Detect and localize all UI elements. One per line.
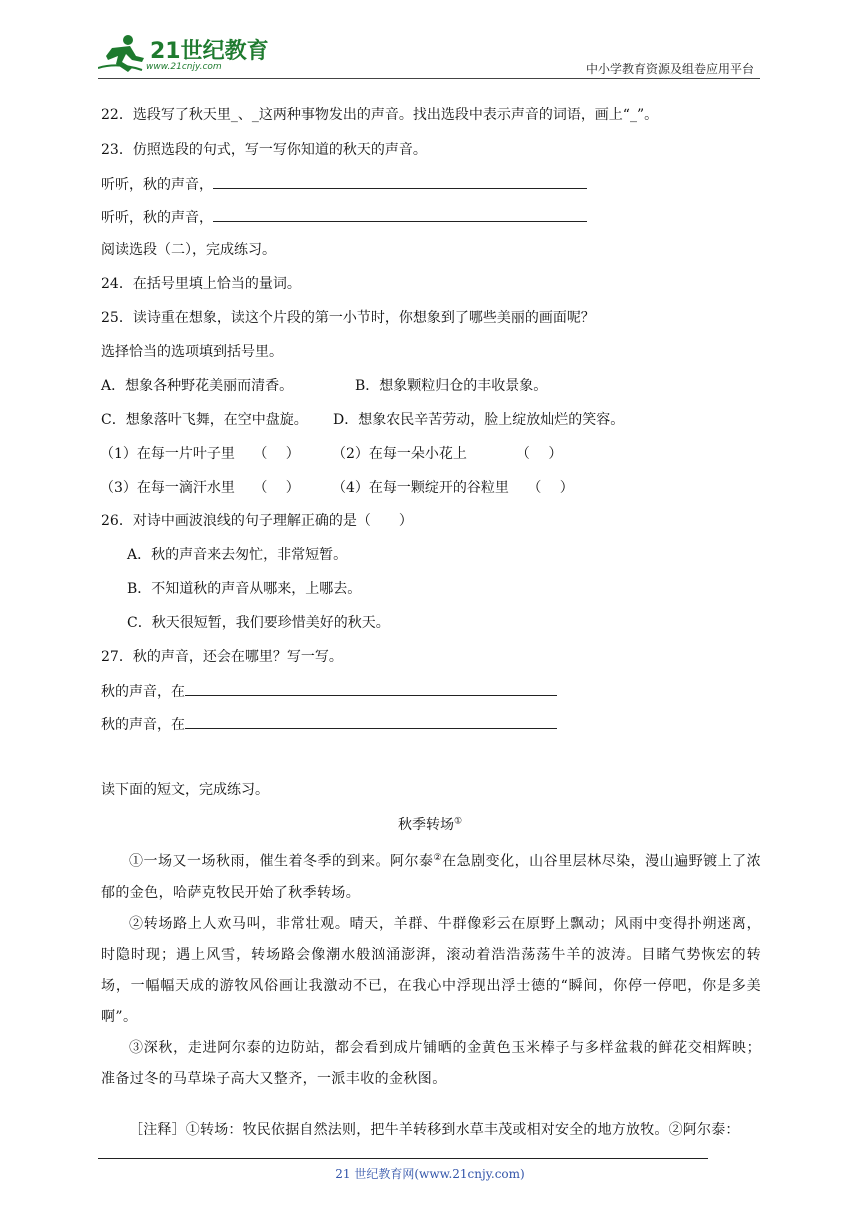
answer-prompt: 听听，秋的声音，: [101, 210, 213, 226]
answer-blank[interactable]: [213, 174, 587, 189]
logo: [98, 34, 298, 78]
runner-logo-icon: [98, 34, 146, 74]
note-text: ［注释］①转场：牧民依据自然法则，把牛羊转移到水草丰茂或相对安全的地方放牧。②阿尔泰：: [129, 1122, 740, 1138]
question-24: 24．在括号里填上恰当的量词。: [101, 276, 301, 292]
passage-title: [0, 814, 860, 834]
answer-line: [101, 207, 587, 228]
sub-question[interactable]: （2）在每一朵小花上 （ ）: [332, 446, 563, 462]
paragraph: [101, 843, 761, 909]
paragraph: ③深秋，走进阿尔泰的边防站，都会看到成片铺晒的金黄色玉米棒子与多样盆栽的鲜花交相辉映；准备过冬的马草垛子高大又整齐，一派丰收的金秋图。: [101, 1039, 761, 1087]
option-c[interactable]: C．秋天很短暂，我们要珍惜美好的秋天。: [127, 615, 390, 631]
answer-line: [101, 714, 557, 735]
page-header: [98, 30, 760, 80]
option-c: C．想象落叶飞舞，在空中盘旋。: [101, 412, 308, 428]
passage-title-text: 秋季转场: [397, 817, 454, 833]
question-22: 22．选段写了秋天里_、_这两种事物发出的声音。找出选段中表示声音的词语，画上“_”。: [101, 107, 659, 123]
answer-blank[interactable]: [185, 714, 557, 729]
footnote-mark: ②: [433, 853, 443, 863]
answer-prompt: 听听，秋的声音，: [101, 177, 213, 193]
question-25: 25．读诗重在想象，读这个片段的第一小节时，你想象到了哪些美丽的画面呢？: [101, 310, 595, 326]
passage-body: [101, 843, 761, 1095]
sub-question[interactable]: （4）在每一颗绽开的谷粒里 （ ）: [332, 480, 574, 496]
page-footer: 21 世纪教育网(www.21cnjy.com): [335, 1167, 525, 1181]
paragraph: ②转场路上人欢马叫，非常壮观。晴天，羊群、牛群像彩云在原野上飘动；风雨中变得扑朔迷离，时隐时现；遇上风雪，转场路会像潮水般汹涌澎湃，滚动着浩浩荡荡牛羊的波涛。目睹气势恢宏的转场，一幅幅天成的游牧风俗画让我激动不已，在我心中浮现出浮士德的“瞬间，你停一停吧，你是多美啊”。: [101, 915, 761, 1025]
answer-line: [101, 174, 587, 195]
question-27: 27．秋的声音，还会在哪里？写一写。: [101, 649, 343, 665]
platform-name: 中小学教育资源及组卷应用平台: [585, 62, 754, 76]
answer-line: [101, 681, 557, 702]
logo-text: 21世纪教育: [150, 39, 269, 64]
answer-prompt: 秋的声音，在: [101, 684, 185, 700]
option-b[interactable]: B．不知道秋的声音从哪来，上哪去。: [127, 581, 362, 597]
footer-divider: [98, 1158, 708, 1159]
answer-prompt: 秋的声音，在: [101, 717, 185, 733]
answer-blank[interactable]: [185, 681, 557, 696]
question-25-instruction: 选择恰当的选项填到括号里。: [101, 344, 283, 360]
option-b: B．想象颗粒归仓的丰收景象。: [355, 378, 548, 394]
paragraph-text: 在急剧变化，山谷里层林尽染，漫山遍野镀上了浓郁的金色，哈萨克牧民开始了秋季转场。: [101, 853, 761, 901]
sub-question[interactable]: （1）在每一片叶子里 （ ）: [100, 446, 300, 462]
option-a[interactable]: A．秋的声音来去匆忙，非常短暂。: [127, 547, 348, 563]
reading-instruction: 读下面的短文，完成练习。: [101, 782, 269, 798]
passage-notes: [101, 1115, 761, 1146]
option-d: D．想象农民辛苦劳动，脸上绽放灿烂的笑容。: [333, 412, 625, 428]
header-divider: [98, 78, 760, 79]
answer-blank[interactable]: [213, 207, 587, 222]
logo-url: www.21cnjy.com: [146, 62, 222, 72]
section-instruction: 阅读选段（二），完成练习。: [101, 242, 276, 258]
option-a: A．想象各种野花美丽而清香。: [101, 378, 294, 394]
question-23: 23．仿照选段的句式，写一写你知道的秋天的声音。: [101, 142, 427, 158]
paragraph-text: ①一场又一场秋雨，催生着冬季的到来。阿尔泰: [129, 853, 434, 870]
sub-question[interactable]: （3）在每一滴汗水里 （ ）: [100, 480, 300, 496]
footnote-mark: ①: [453, 816, 463, 827]
question-26: 26．对诗中画波浪线的句子理解正确的是（ ）: [101, 513, 413, 529]
